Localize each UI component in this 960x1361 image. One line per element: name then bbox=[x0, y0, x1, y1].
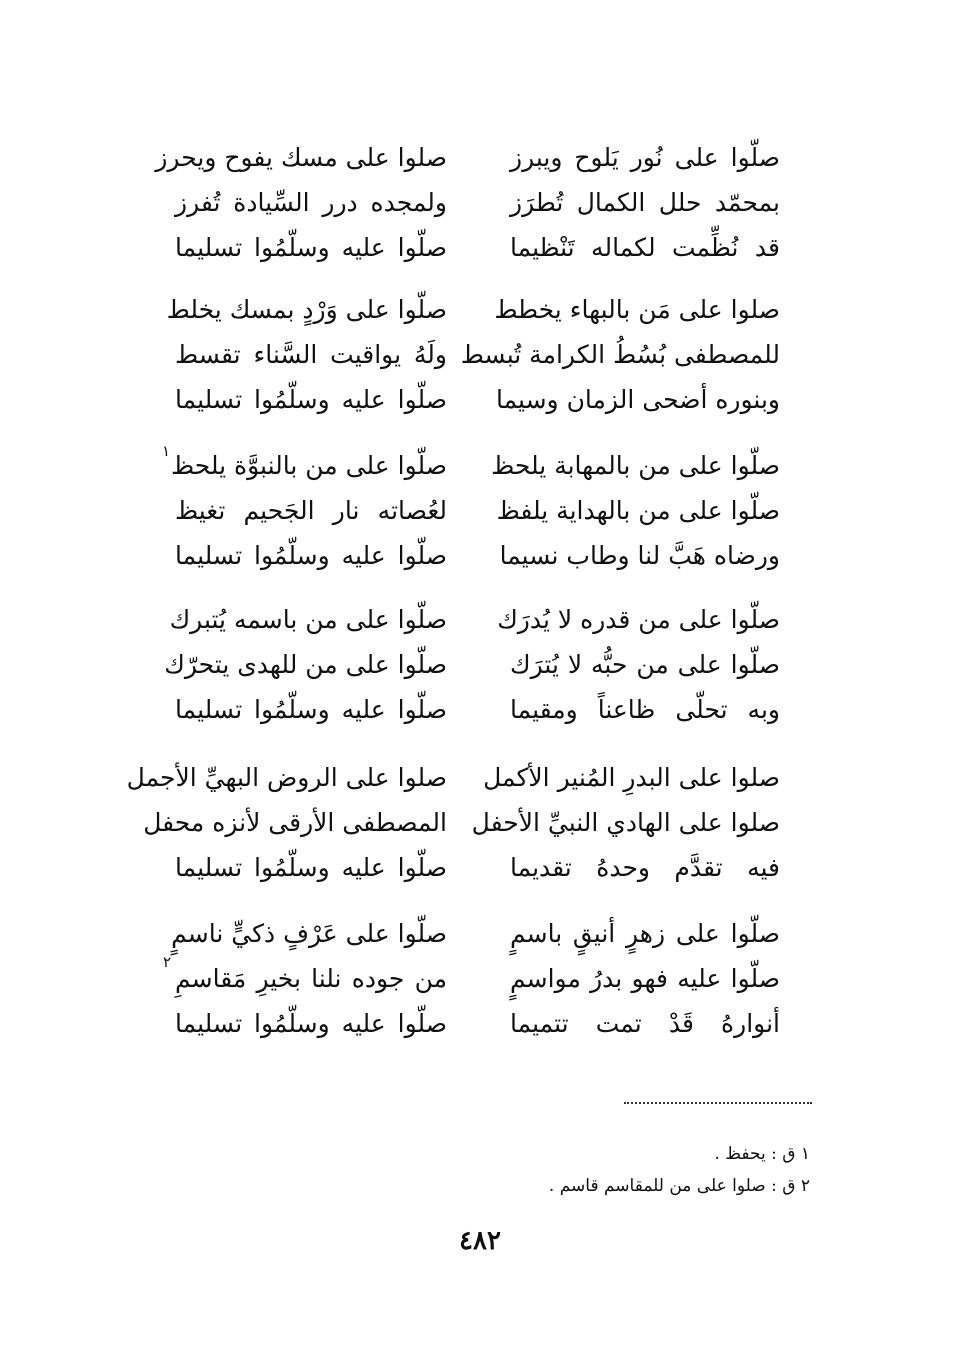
verse-right-hemistich: وبنوره أضحى الزمان وسيما bbox=[495, 385, 780, 414]
verse-right-hemistich: صلّوا على نُور يَلوح ويبرز bbox=[510, 143, 780, 172]
verse-left-hemistich: ولَهُ يواقيت السَّناء تقسط bbox=[175, 340, 447, 369]
stanza-6 bbox=[160, 914, 780, 1049]
verse-right-hemistich: للمصطفى بُسُطُ الكرامة تُبسط bbox=[460, 340, 780, 369]
verse-line bbox=[160, 645, 780, 690]
verse-right-hemistich: أنوارهُ قَدْ تمت تتميما bbox=[510, 1009, 780, 1038]
verse-left-hemistich: صلّوا عليه وسلّمُوا تسليما bbox=[175, 1009, 447, 1038]
verse-right-hemistich: وبه تحلّى ظاعناً ومقيما bbox=[510, 695, 780, 724]
verse-line bbox=[160, 380, 780, 425]
verse-line bbox=[160, 183, 780, 228]
verse-line bbox=[160, 335, 780, 380]
verse-right-hemistich: صلّوا على زهرٍ أنيقٍ باسمٍ bbox=[510, 919, 780, 948]
verse-right-hemistich: صلّوا على من بالمهابة يلحظ bbox=[491, 451, 780, 480]
stanza-5 bbox=[126, 758, 780, 893]
footnote-marker: ١ bbox=[162, 442, 171, 460]
verse-line bbox=[160, 1004, 780, 1049]
verse-left-hemistich: صلّوا على وَرْدٍ بمسك يخلط bbox=[166, 295, 447, 324]
verse-right-hemistich: ورضاه هَبَّ لنا وطاب نسيما bbox=[499, 541, 780, 570]
verse-right-hemistich: صلوا على البدرِ المُنير الأكمل bbox=[483, 763, 780, 792]
verse-line bbox=[160, 491, 780, 536]
verse-right-hemistich: بمحمّد حلل الكمال تُطرَز bbox=[510, 188, 780, 217]
verse-line bbox=[160, 690, 780, 735]
verse-line bbox=[160, 536, 780, 581]
verse-left-hemistich: صلّوا على من للهدى يتحرّك bbox=[164, 650, 447, 679]
verse-right-hemistich: صلوا على الهادي النبيِّ الأحفل bbox=[471, 808, 780, 837]
stanza-2 bbox=[160, 290, 780, 425]
verse-left-hemistich: المصطفى الأرقى لأنزه محفل bbox=[143, 808, 447, 837]
verse-left-hemistich: صلّوا عليه وسلّمُوا تسليما bbox=[175, 853, 447, 882]
verse-line bbox=[160, 600, 780, 645]
verse-left-hemistich: صلوا على مسك يفوح ويحرز bbox=[155, 143, 447, 172]
verse-left-hemistich: صلّوا عليه وسلّمُوا تسليما bbox=[175, 541, 447, 570]
verse-line bbox=[160, 290, 780, 335]
stanza-1 bbox=[155, 138, 780, 273]
verse-left-hemistich: صلّوا عليه وسلّمُوا تسليما bbox=[175, 385, 447, 414]
footnotes bbox=[470, 1138, 810, 1202]
verse-right-hemistich: فيه تقدَّم وحدهُ تقديما bbox=[510, 853, 780, 882]
page-number: ٤٨٢ bbox=[459, 1226, 501, 1256]
verse-line bbox=[160, 848, 780, 893]
verse-line bbox=[126, 758, 780, 803]
footnote-separator bbox=[624, 1102, 812, 1104]
stanza-4 bbox=[160, 600, 780, 735]
verse-line bbox=[143, 803, 780, 848]
verse-left-hemistich: صلّوا عليه وسلّمُوا تسليما bbox=[175, 695, 447, 724]
verse-right-hemistich: صلّوا على من قدره لا يُدرَك bbox=[497, 605, 780, 634]
verse-left-hemistich: من جوده نلنا بخيرِ مَقاسمِ bbox=[175, 964, 447, 993]
verse-line bbox=[160, 914, 780, 959]
verse-right-hemistich: قد نُظِّمت لكماله تَنْظيما bbox=[510, 233, 780, 262]
verse-left-hemistich: صلّوا على عَرْفٍ ذكيٍّ ناسمٍ bbox=[171, 919, 447, 948]
verse-right-hemistich: صلّوا على من بالهداية يلفظ bbox=[496, 496, 780, 525]
footnote: ١ ق : يحفظ . bbox=[714, 1144, 810, 1164]
verse-left-hemistich: لعُصاته نار الجَحيم تغيظ bbox=[175, 496, 447, 525]
verse-line bbox=[155, 138, 780, 183]
verse-line bbox=[160, 442, 780, 491]
footnote-marker: ٢ bbox=[163, 953, 172, 971]
stanza-3 bbox=[160, 442, 780, 581]
verse-left-hemistich: صلوا على الروض البهيِّ الأجمل bbox=[126, 763, 447, 792]
verse-left-hemistich: صلّوا على من باسمه يُتبرك bbox=[169, 605, 447, 634]
verse-line bbox=[160, 228, 780, 273]
footnote: ٢ ق : صلوا على من للمقاسم قاسم . bbox=[548, 1176, 810, 1196]
verse-left-hemistich: صلّوا عليه وسلّمُوا تسليما bbox=[175, 233, 447, 262]
verse-line bbox=[160, 953, 780, 1004]
verse-right-hemistich: صلّوا عليه فهو بدرُ مواسمٍ bbox=[510, 964, 780, 993]
verse-left-hemistich: ولمجده درر السِّيادة تُفرز bbox=[175, 188, 447, 217]
verse-right-hemistich: صلّوا على من حبُّه لا يُترَك bbox=[510, 650, 780, 679]
verse-left-hemistich: صلّوا على من بالنبوَّة يلحظ bbox=[170, 451, 447, 480]
verse-right-hemistich: صلوا على مَن بالبهاء يخطط bbox=[494, 295, 780, 324]
